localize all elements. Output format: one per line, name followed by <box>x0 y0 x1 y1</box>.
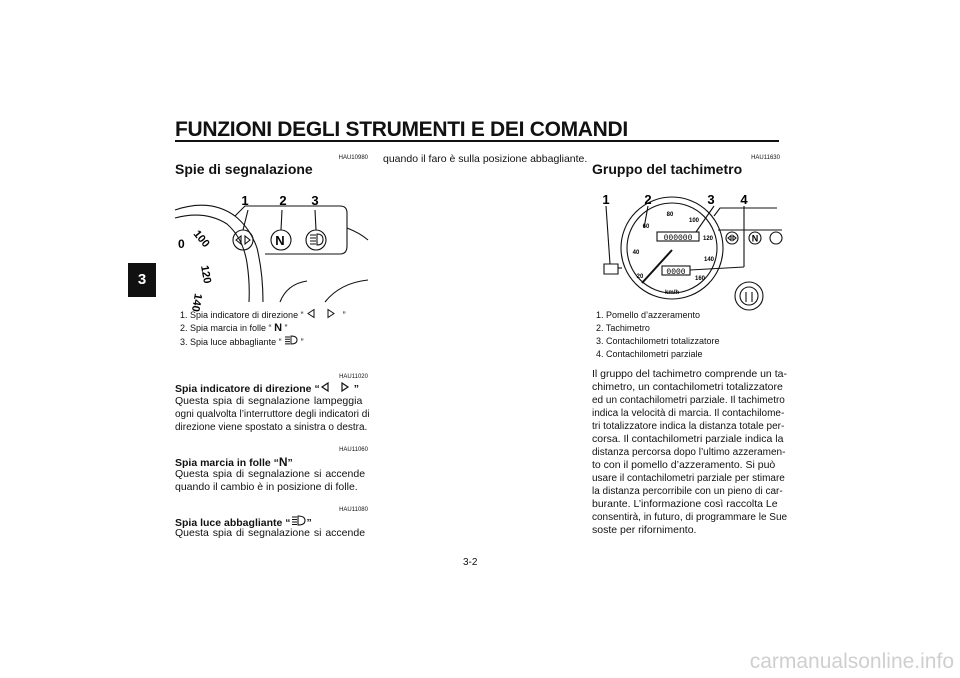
caption-1: 1. Spia indicatore di direzione “ <box>180 310 304 320</box>
figure-captions-right <box>596 309 786 361</box>
neutral-label: N <box>751 233 759 244</box>
caption-2: 2. Tachimetro <box>596 323 650 333</box>
callout-2: 2 <box>644 192 652 207</box>
caption-1: 1. Pomello d’azzeramento <box>596 310 701 320</box>
continued-paragraph: quando il faro è sulla posizione abbagliante. <box>383 153 588 165</box>
paragraph-turn-signal: Questa spia di segnalazione lampeggia ogni qualvolta l’interruttore degli indicatori di direzione viene spostato a sinistra o destra. <box>175 395 370 433</box>
watermark: carmanualsonline.info <box>749 650 954 673</box>
tripmeter-digits: 0000 <box>666 268 686 277</box>
chapter-tab: 3 <box>128 263 156 297</box>
tick-120: 120 <box>702 236 714 242</box>
section-code: HAU11020 <box>339 374 368 380</box>
title-rule <box>175 140 779 142</box>
caption-3: 3. Spia luce abbagliante “ <box>180 337 282 347</box>
callout-3: 3 <box>311 193 319 208</box>
section-heading: Gruppo del tachimetro <box>592 161 743 177</box>
speed-100: 100 <box>190 228 212 250</box>
neutral-icon: N <box>274 322 283 334</box>
subsection-heading-neutral: Spia marcia in folle “N” <box>175 455 293 469</box>
subsection-heading-turn-signal: Spia indicatore di direzione “ ” <box>175 383 359 395</box>
neutral-label: N <box>275 233 285 248</box>
page-number: 3-2 <box>463 557 478 568</box>
caption-2: 2. Spia marcia in folle “ <box>180 323 272 333</box>
caption-4: 4. Contachilometri parziale <box>596 349 703 359</box>
section-code: HAU11060 <box>339 447 368 453</box>
caption-3: 3. Contachilometri totalizzatore <box>596 336 720 346</box>
tick-20: 20 <box>636 274 644 280</box>
section-code: HAU10980 <box>338 155 368 161</box>
speed-0: 0 <box>178 237 185 251</box>
callout-2: 2 <box>279 193 287 208</box>
speedometer-figure <box>592 188 782 302</box>
callout-3: 3 <box>707 192 715 207</box>
paragraph-high-beam: Questa spia di segnalazione si accende <box>175 527 366 539</box>
speed-120: 120 <box>198 264 214 285</box>
callout-1: 1 <box>241 193 249 208</box>
tick-100: 100 <box>688 218 700 224</box>
page-title: FUNZIONI DEGLI STRUMENTI E DEI COMANDI <box>175 118 628 141</box>
speed-140: 140 <box>188 292 204 313</box>
odometer-digits: 000000 <box>663 234 693 243</box>
tick-160: 160 <box>694 276 706 282</box>
indicator-lights-figure <box>175 188 368 313</box>
paragraph-speedometer: Il gruppo del tachimetro comprende un ta- chimetro, un contachilometri totalizzatore ed un contachilometri parziale. Il tachimetro indica la velocità di marcia. Il contachilome- tri totalizzatore indica la distanza totale per- corsa. Il contachilometri parziale indica la distanza percorsa dopo l’ultimo azzeramen- to con il pomello d’azzeramento. Si può usare il contachilometri parziale per stimare la distanza percorribile con un pieno di car- burante. L’informazione così raccolta Le consentirà, in futuro, di programmare le Sue soste per rifornimento. <box>592 368 788 536</box>
turn-signal-icon <box>306 309 340 318</box>
tick-40: 40 <box>632 250 640 256</box>
paragraph-neutral: Questa spia di segnalazione si accende quando il cambio è in posizione di folle. <box>175 468 366 493</box>
section-code: HAU11630 <box>751 155 780 161</box>
high-beam-icon <box>284 335 298 345</box>
turn-signal-icon <box>320 382 354 392</box>
high-beam-icon <box>291 515 307 526</box>
section-heading: Spie di segnalazione <box>175 161 313 177</box>
neutral-icon: N <box>278 455 288 469</box>
tick-60: 60 <box>642 224 650 230</box>
callout-4: 4 <box>740 192 748 207</box>
subsection-heading-high-beam: Spia luce abbagliante “ ” <box>175 517 312 529</box>
tick-140: 140 <box>703 257 715 263</box>
speed-unit: km/h <box>664 290 680 296</box>
figure-captions-left: 1. Spia indicatore di direzione “ ” 2. Spia marcia in folle “ N ” 3. Spia luce abbagliante “ ” <box>180 310 346 347</box>
callout-1: 1 <box>602 192 610 207</box>
tick-80: 80 <box>666 212 674 218</box>
section-code: HAU11080 <box>339 507 368 513</box>
